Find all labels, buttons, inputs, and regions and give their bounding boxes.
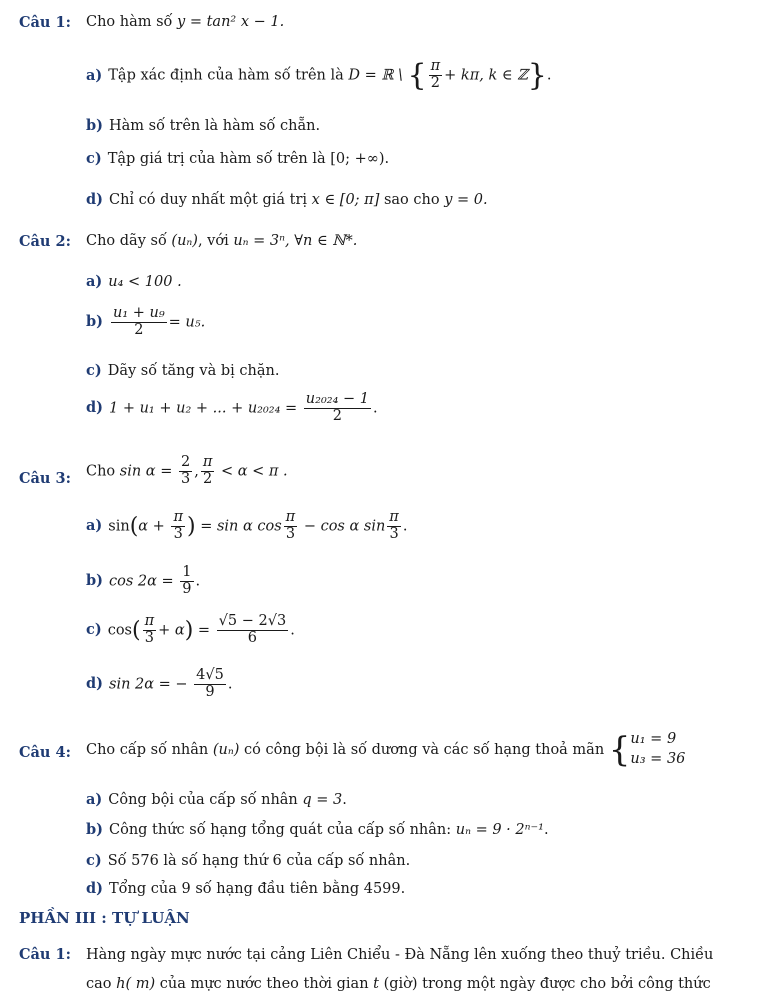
q4-option-b: b) Công thức số hạng tổng quát của cấp số nhân: uₙ = 9 · 2ⁿ⁻¹. bbox=[86, 821, 549, 838]
q1-option-b bbox=[86, 117, 320, 134]
q2-d-lhs: 1 + u₁ + u₂ + ... + u₂₀₂₄ = bbox=[109, 400, 298, 417]
q3-option-c: c) cos( $\frac{\pi}{3}$ + α) = $\frac{√5 - 2√3}{6}$ . bbox=[86, 613, 295, 646]
q1-c-letter: c) bbox=[86, 150, 102, 167]
section-3-title: PHẦN III : TỰ LUẬN bbox=[19, 909, 190, 927]
q4-option-c: c) Số 576 là số hạng thứ 6 của cấp số nhân. bbox=[86, 852, 411, 869]
q2-d-frac: $\frac{\text{u₂₀₂₄ − 1}}{2}$ bbox=[305, 391, 369, 424]
q2-option-b: b) $\frac{\text{u₁ + u₉}}{2}$ = u₅. bbox=[86, 305, 206, 338]
q1-c-math: [0; +∞) bbox=[330, 151, 385, 167]
q1-d-math2: y = 0. bbox=[444, 192, 488, 208]
q1-d-letter: d) bbox=[86, 191, 103, 208]
q3-label: Câu 3: bbox=[19, 470, 71, 487]
q2-stem: Cho dãy số (uₙ), với uₙ = 3ⁿ, ∀n ∈ ℕ*. bbox=[86, 233, 358, 249]
q1-a-math: D = ℝ \ bbox=[348, 67, 403, 84]
q4-label: Câu 4: bbox=[19, 744, 71, 761]
q2-stem-math: uₙ = 3ⁿ, ∀n ∈ ℕ*. bbox=[233, 233, 358, 249]
q1-b-letter: b) bbox=[86, 117, 103, 134]
q1-d-math: x ∈ [0; π] bbox=[311, 192, 380, 208]
q4-option-a: a) Công bội của cấp số nhân q = 3. bbox=[86, 791, 347, 808]
q2-seq: (uₙ) bbox=[171, 233, 198, 249]
q2-option-d: d) 1 + u₁ + u₂ + ... + u₂₀₂₄ = $\frac{\text{u₂₀₂₄ − 1}}{2}$ . bbox=[86, 391, 378, 424]
q1-label: Câu 1: bbox=[19, 14, 71, 31]
q1-c-text: Tập giá trị của hàm số trên là bbox=[107, 151, 326, 167]
essay1-text: Hàng ngày mực nước tại cảng Liên Chiểu - Đà Nẵng lên xuống theo thuỷ triều. Chiều cao h( m) của mực nước theo thời gian t (giờ) trong một ngày được cho bởi công thức bbox=[86, 947, 714, 992]
q1-a-text: Tập xác định của hàm số trên là bbox=[108, 67, 344, 84]
q1-b-text: Hàm số trên là hàm số chẵn. bbox=[109, 118, 321, 134]
q1-stem bbox=[86, 14, 284, 30]
q1-option-c: c) Tập giá trị của hàm số trên là [0; +∞). bbox=[86, 150, 390, 167]
q1-stem-math: y = tan² x − 1. bbox=[177, 14, 285, 30]
q3-stem: Cho sin α = $\frac{2}{3}$ , $\frac{\pi}{2}$ < α < π . bbox=[86, 454, 288, 487]
q1-option-d: d) Chỉ có duy nhất một giá trị x ∈ [0; π] sao cho y = 0. bbox=[86, 191, 488, 208]
q3-option-b: b) cos 2α = $\frac{1}{9}$ . bbox=[86, 564, 201, 597]
q2-label: Câu 2: bbox=[19, 233, 71, 250]
q2-option-a: a) u₄ < 100 . bbox=[86, 273, 182, 290]
q1-option-a: a) Tập xác định của hàm số trên là D = ℝ \ { $\frac{\pi}{2}$ + kπ, k ∈ ℤ}. bbox=[86, 58, 552, 93]
essay1-label: Câu 1: bbox=[19, 946, 71, 963]
q3-option-d: d) sin 2α = − $\frac{4√5}{9}$ . bbox=[86, 667, 233, 700]
q2-a-math: u₄ < 100 . bbox=[108, 274, 182, 290]
q2-b-frac: $\frac{\text{u₁ + u₉}}{2}$ bbox=[113, 305, 165, 338]
q4-stem: Cho cấp số nhân (uₙ) có công bội là số dương và các số hạng thoả mãn { u₁ = 9 u₃ = 36 bbox=[86, 730, 686, 770]
q1-a-frac: $\frac{\pi}{2}$ bbox=[430, 58, 441, 91]
q4-option-d: d) Tổng của 9 số hạng đầu tiên bằng 4599. bbox=[86, 880, 406, 897]
q2-c-text: Dãy số tăng và bị chặn. bbox=[107, 363, 280, 379]
q1-stem-text: Cho hàm số bbox=[86, 14, 173, 30]
q3-option-a: a) sin(α + $\frac{\pi}{3}$ ) = sin α cos $\frac{\pi}{3}$ − cos α sin $\frac{\pi}{3}$ . bbox=[86, 509, 408, 542]
q1-d-text: Chỉ có duy nhất một giá trị bbox=[109, 192, 308, 208]
q4-system: { u₁ = 9 u₃ = 36 bbox=[608, 730, 686, 770]
q2-option-c: c) Dãy số tăng và bị chặn. bbox=[86, 362, 280, 379]
q1-a-letter: a) bbox=[86, 66, 103, 84]
